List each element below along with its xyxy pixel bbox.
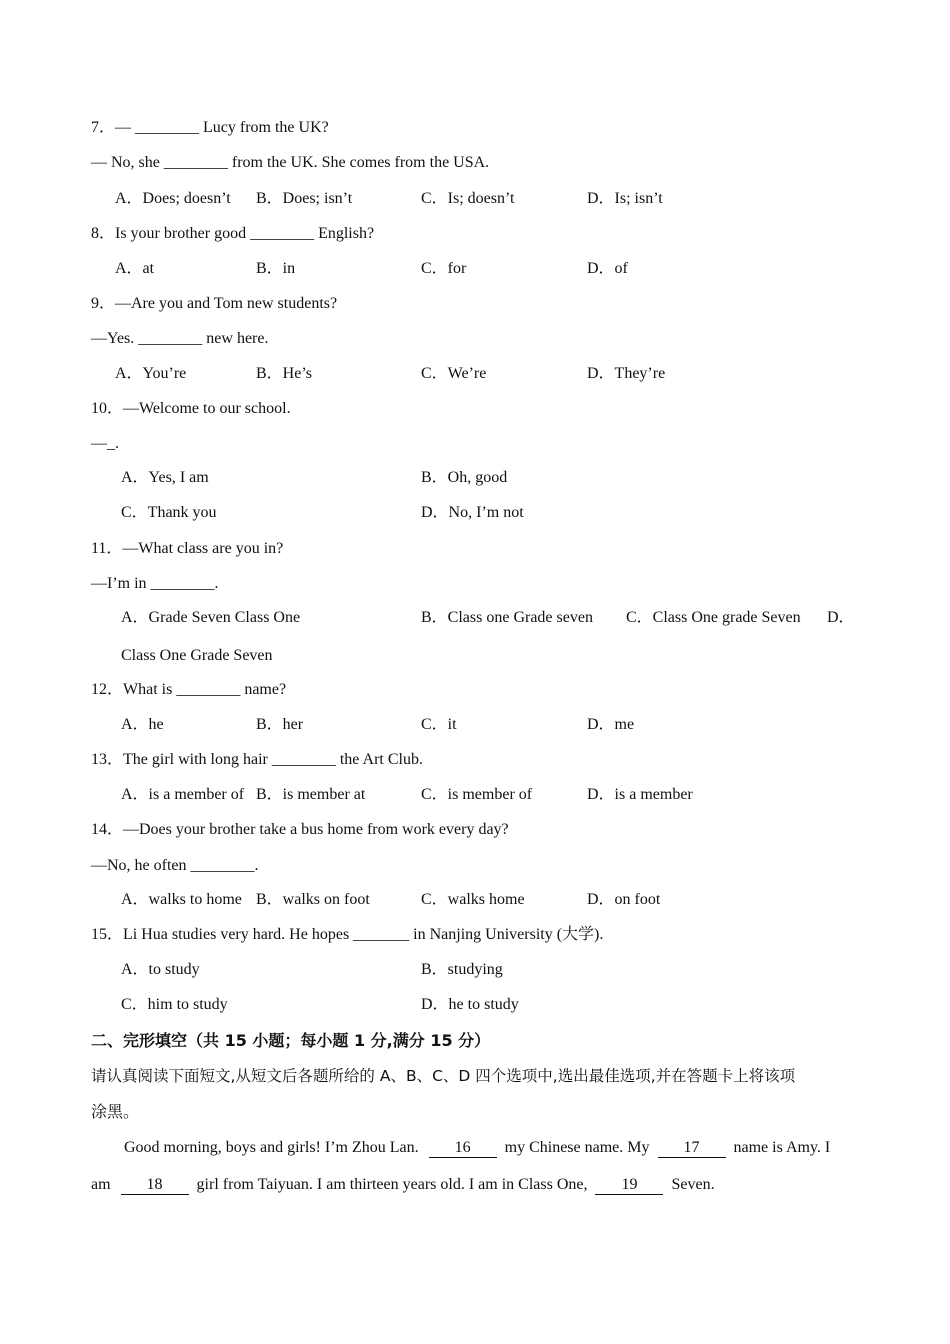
question-11-option-b: B．Class one Grade seven	[421, 609, 593, 626]
passage-text-1c: name is Amy. I	[733, 1139, 831, 1156]
question-14-option-c: C．walks home	[421, 891, 525, 908]
question-10-stem: 10．—Welcome to our school.	[91, 400, 291, 417]
question-10-line2: —_.	[91, 435, 119, 452]
question-14-option-b: B．walks on foot	[256, 891, 370, 908]
blank-18[interactable]: 18	[121, 1176, 189, 1195]
question-11-stem: 11．—What class are you in?	[91, 540, 284, 557]
question-8-option-a: A．at	[115, 260, 155, 277]
question-11-option-d-text: Class One Grade Seven	[121, 647, 273, 664]
blank-17[interactable]: 17	[658, 1139, 726, 1158]
passage-text-2c: Seven.	[671, 1176, 715, 1193]
section-2-instruction-line2: 涂黑。	[91, 1102, 140, 1121]
question-10-option-a: A．Yes, I am	[121, 469, 209, 486]
question-7-option-d: D．Is; isn’t	[587, 190, 663, 207]
question-8-option-d: D．of	[587, 260, 628, 277]
blank-19[interactable]: 19	[595, 1176, 663, 1195]
question-12-stem: 12．What is ________ name?	[91, 681, 287, 698]
question-8-option-c: C．for	[421, 260, 467, 277]
question-8-option-b: B．in	[256, 260, 296, 277]
passage-line-2	[91, 1175, 863, 1195]
question-9-option-a: A．You’re	[115, 365, 187, 382]
question-14-stem: 14．—Does your brother take a bus home from work every day?	[91, 821, 509, 838]
question-12-option-c: C．it	[421, 716, 457, 733]
question-15-option-c: C．him to study	[121, 996, 228, 1013]
passage-text-1b: my Chinese name. My	[504, 1139, 650, 1156]
question-14-line2: —No, he often ________.	[91, 857, 259, 874]
question-15-option-a: A．to study	[121, 961, 200, 978]
question-9-stem: 9．—Are you and Tom new students?	[91, 295, 338, 312]
question-7-option-a: A．Does; doesn’t	[115, 190, 231, 207]
question-13-stem: 13．The girl with long hair ________ the Art Club.	[91, 751, 423, 768]
question-11-option-a: A．Grade Seven Class One	[121, 609, 301, 626]
question-7-option-c: C．Is; doesn’t	[421, 190, 515, 207]
question-12-option-b: B．her	[256, 716, 304, 733]
question-14-option-a: A．walks to home	[121, 891, 242, 908]
question-12-option-a: A．he	[121, 716, 164, 733]
question-13-option-c: C．is member of	[421, 786, 533, 803]
question-11-option-d-letter: D．	[827, 609, 855, 626]
question-9-option-c: C．We’re	[421, 365, 487, 382]
blank-16[interactable]: 16	[429, 1139, 497, 1158]
question-13-option-a: A．is a member of	[121, 786, 245, 803]
question-7-line2: — No, she ________ from the UK. She comes from the USA.	[91, 154, 490, 171]
question-15-stem: 15．Li Hua studies very hard. He hopes _______ in Nanjing University (大学).	[91, 926, 604, 943]
question-13-option-d: D．is a member	[587, 786, 693, 803]
question-10-option-d: D．No, I’m not	[421, 504, 524, 521]
question-8-stem: 8．Is your brother good ________ English?	[91, 225, 375, 242]
question-14-option-d: D．on foot	[587, 891, 661, 908]
question-10-option-c: C．Thank you	[121, 504, 217, 521]
question-7-stem: 7．— ________ Lucy from the UK?	[91, 119, 329, 136]
passage-text-2b: girl from Taiyuan. I am thirteen years old. I am in Class One,	[196, 1176, 588, 1193]
question-9-option-d: D．They’re	[587, 365, 666, 382]
passage-line-1	[91, 1138, 863, 1158]
question-11-line2: —I’m in ________.	[91, 575, 219, 592]
question-9-line2: —Yes. ________ new here.	[91, 330, 269, 347]
question-15-option-d: D．he to study	[421, 996, 519, 1013]
question-12-option-d: D．me	[587, 716, 635, 733]
section-2-heading: 二、完形填空（共 15 小题；每小题 1 分,满分 15 分）	[91, 1031, 491, 1050]
passage-text-2a: am	[91, 1176, 111, 1193]
section-2-instruction-line1: 请认真阅读下面短文,从短文后各题所给的 A、B、C、D 四个选项中,选出最佳选项,并在答题卡上将该项	[91, 1067, 796, 1085]
question-11-option-c: C．Class One grade Seven	[626, 609, 801, 626]
passage-text-1a: Good morning, boys and girls! I’m Zhou Lan.	[124, 1139, 419, 1156]
question-10-option-b: B．Oh, good	[421, 469, 508, 486]
question-7-option-b: B．Does; isn’t	[256, 190, 353, 207]
question-15-option-b: B．studying	[421, 961, 503, 978]
question-13-option-b: B．is member at	[256, 786, 366, 803]
question-9-option-b: B．He’s	[256, 365, 313, 382]
